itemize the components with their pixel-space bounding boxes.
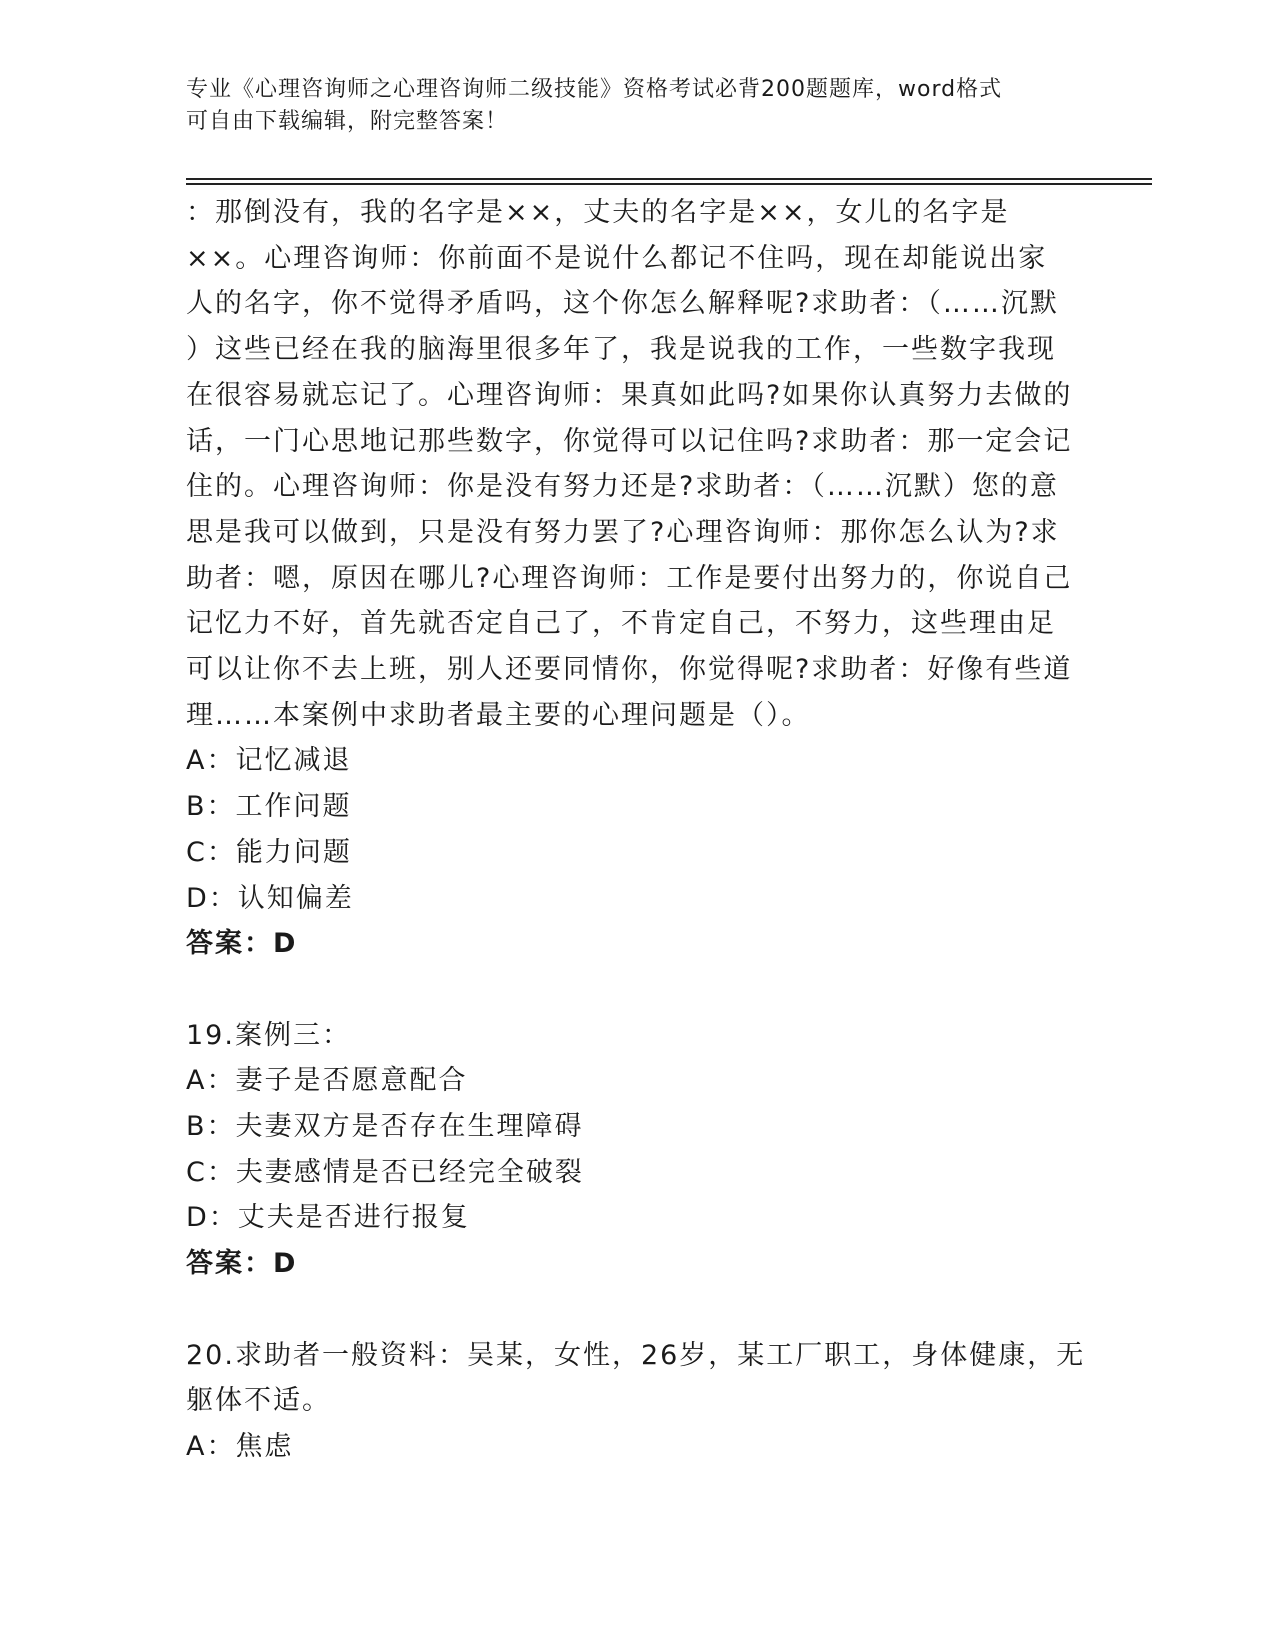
question-stem-line: 19.案例三： bbox=[186, 1019, 351, 1051]
header-divider-top bbox=[186, 178, 1152, 180]
question-stem-line: 思是我可以做到，只是没有努力罢了?心理咨询师：那你怎么认为?求 bbox=[186, 516, 1060, 548]
question-stem-line: 20.求助者一般资料：吴某，女性，26岁，某工厂职工，身体健康，无 bbox=[186, 1339, 1086, 1371]
header-line-2: 可自由下载编辑，附完整答案！ bbox=[186, 109, 509, 134]
option-c: C：夫妻感情是否已经完全破裂 bbox=[186, 1156, 584, 1188]
question-stem-line: 理……本案例中求助者最主要的心理问题是（）。 bbox=[186, 699, 811, 731]
question-stem-line: 躯体不适。 bbox=[186, 1385, 331, 1417]
header-line-1: 专业《心理咨询师之心理咨询师二级技能》资格考试必背200题题库，word格式 bbox=[186, 77, 1003, 102]
answer-label: 答案：D bbox=[186, 928, 298, 960]
question-stem-line: ）这些已经在我的脑海里很多年了，我是说我的工作，一些数字我现 bbox=[186, 334, 1056, 366]
question-stem-line: ：那倒没有，我的名字是××，丈夫的名字是××，女儿的名字是 bbox=[186, 197, 1010, 228]
question-spacer bbox=[186, 967, 1086, 1013]
question-stem-line: 助者：嗯，原因在哪儿?心理咨询师：工作是要付出努力的，你说自己 bbox=[186, 562, 1073, 594]
question-stem-line: 住的。心理咨询师：你是没有努力还是?求助者：（……沉默）您的意 bbox=[186, 471, 1059, 503]
question-19 bbox=[186, 1013, 1086, 1287]
header-divider-bottom bbox=[186, 183, 1152, 185]
option-d: D：认知偏差 bbox=[186, 882, 354, 914]
question-spacer bbox=[186, 1287, 1086, 1333]
option-a: A：焦虑 bbox=[186, 1430, 294, 1462]
question-20 bbox=[186, 1333, 1086, 1470]
option-b: B：夫妻双方是否存在生理障碍 bbox=[186, 1111, 584, 1143]
document-header bbox=[186, 74, 1086, 138]
option-a: A：妻子是否愿意配合 bbox=[186, 1065, 468, 1097]
question-18 bbox=[186, 190, 1086, 967]
question-stem-line: 人的名字，你不觉得矛盾吗，这个你怎么解释呢?求助者：（……沉默 bbox=[186, 288, 1059, 320]
option-a: A：记忆减退 bbox=[186, 745, 352, 777]
answer-label: 答案：D bbox=[186, 1248, 298, 1280]
question-stem-line: 记忆力不好，首先就否定自己了，不肯定自己，不努力，这些理由足 bbox=[186, 608, 1056, 640]
option-d: D：丈夫是否进行报复 bbox=[186, 1202, 470, 1234]
option-c: C：能力问题 bbox=[186, 836, 352, 868]
document-body bbox=[186, 190, 1086, 1470]
option-b: B：工作问题 bbox=[186, 791, 352, 823]
question-stem-line: 可以让你不去上班，别人还要同情你，你觉得呢?求助者：好像有些道 bbox=[186, 654, 1073, 686]
question-stem-line: ××。心理咨询师：你前面不是说什么都记不住吗，现在却能说出家 bbox=[186, 242, 1048, 274]
question-stem-line: 在很容易就忘记了。心理咨询师：果真如此吗?如果你认真努力去做的 bbox=[186, 379, 1073, 411]
question-stem-line: 话，一门心思地记那些数字，你觉得可以记住吗?求助者：那一定会记 bbox=[186, 425, 1073, 457]
